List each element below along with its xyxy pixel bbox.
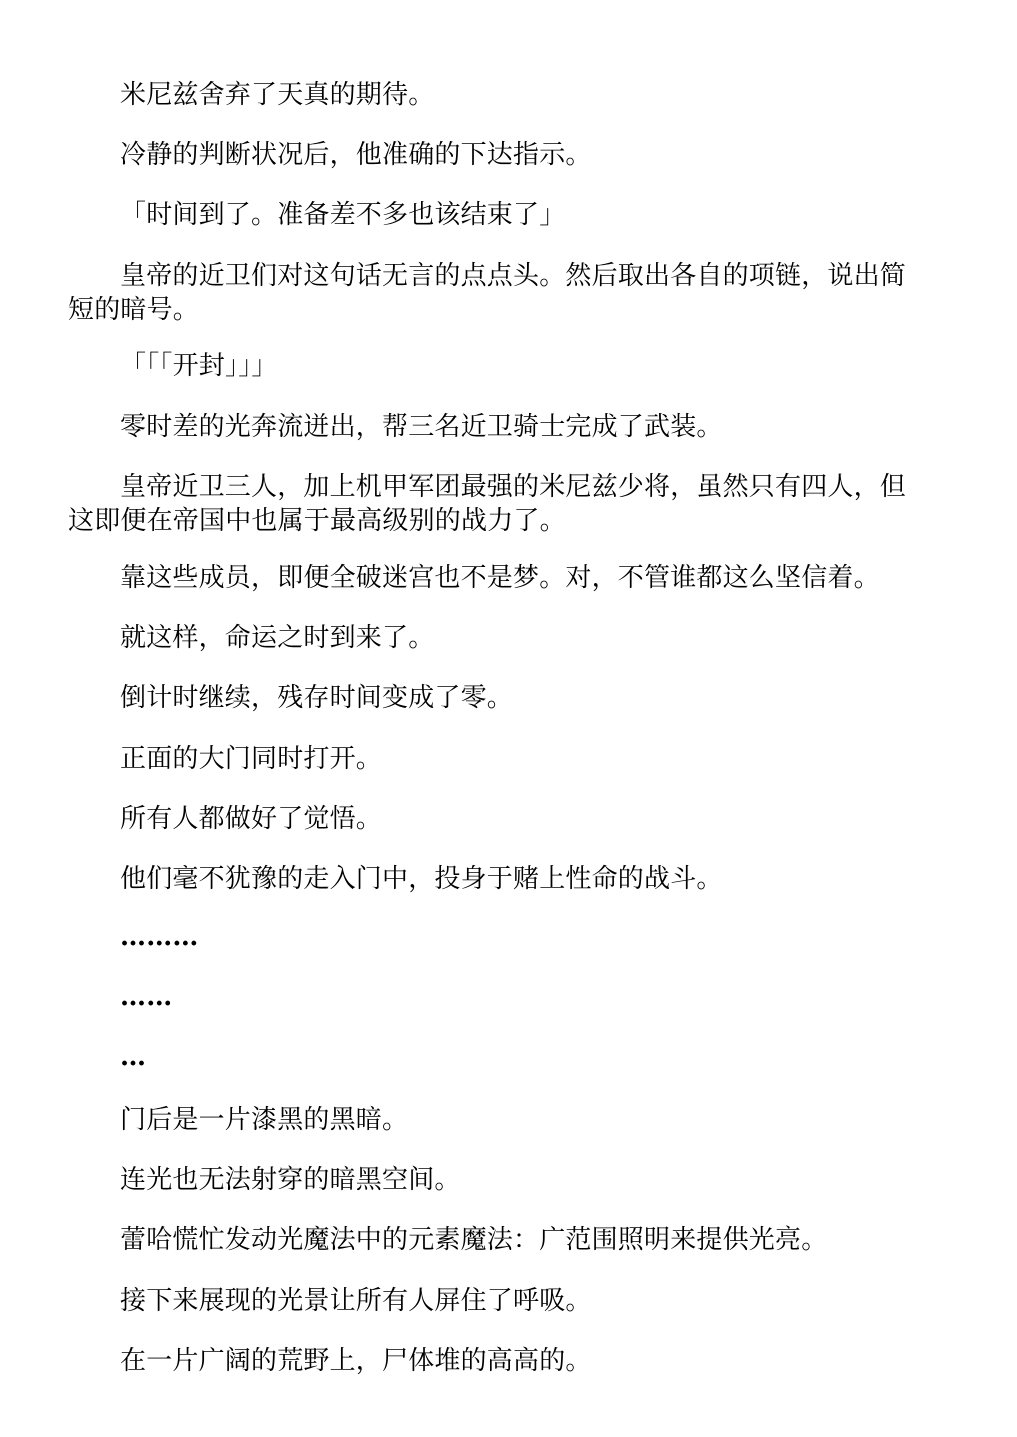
paragraph: 所有人都做好了觉悟。 (120, 804, 383, 834)
paragraph: 蕾哈慌忙发动光魔法中的元素魔法：广范围照明来提供光亮。 (120, 1225, 828, 1255)
paragraph: 倒计时继续，残存时间变成了零。 (120, 683, 514, 713)
ellipsis-line: … (120, 1042, 147, 1072)
ellipsis-line: ……… (120, 922, 199, 952)
paragraph: 「时间到了。准备差不多也该结束了」 (120, 200, 566, 230)
paragraph: 靠这些成员，即便全破迷宫也不是梦。对，不管谁都这么坚信着。 (120, 563, 880, 593)
paragraph: 正面的大门同时打开。 (120, 744, 383, 774)
paragraph: 门后是一片漆黑的黑暗。 (120, 1105, 409, 1135)
paragraph: 他们毫不犹豫的走入门中，投身于赌上性命的战斗。 (120, 864, 723, 894)
paragraph: 皇帝近卫三人，加上机甲军团最强的米尼兹少将，虽然只有四人，但这即便在帝国中也属于最高级别的战力了。 (68, 472, 907, 536)
paragraph: 冷静的判断状况后，他准确的下达指示。 (120, 140, 592, 170)
paragraph: 在一片广阔的荒野上，尸体堆的高高的。 (120, 1346, 592, 1376)
paragraph: 接下来展现的光景让所有人屏住了呼吸。 (120, 1286, 592, 1316)
ellipsis-line: …… (120, 982, 173, 1012)
paragraph: 零时差的光奔流迸出，帮三名近卫骑士完成了武装。 (120, 412, 723, 442)
paragraph: 皇帝的近卫们对这句话无言的点点头。然后取出各自的项链，说出简短的暗号。 (68, 261, 907, 325)
paragraph: 米尼兹舍弃了天真的期待。 (120, 80, 435, 110)
paragraph: 「「「开封」」」 (120, 351, 278, 381)
paragraph: 就这样，命运之时到来了。 (120, 623, 435, 653)
paragraph: 连光也无法射穿的暗黑空间。 (120, 1165, 461, 1195)
